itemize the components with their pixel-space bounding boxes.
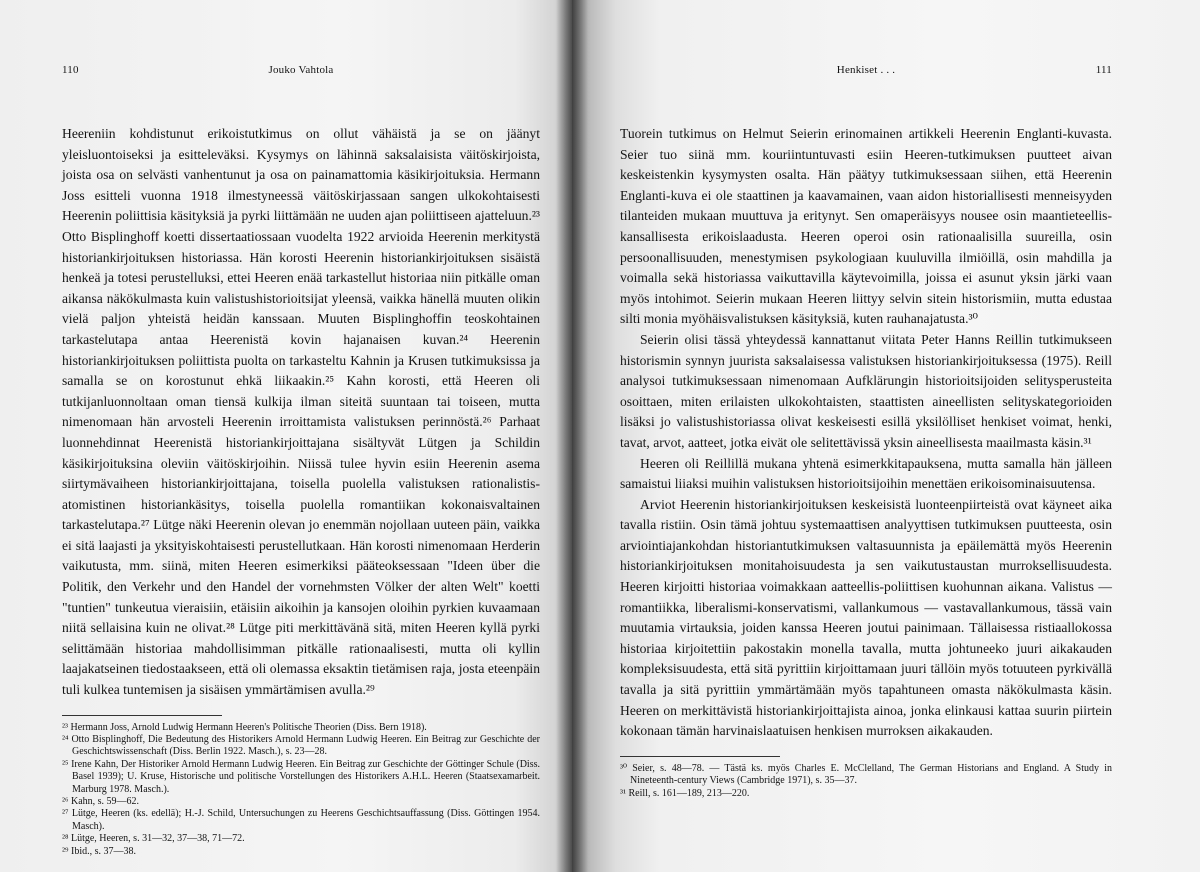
- right-running-title: Henkiset . . .: [836, 64, 896, 76]
- left-page-number: 110: [62, 64, 79, 76]
- right-paragraph: Arviot Heerenin historiankirjoituksen keskeisistä luonteenpiirteistä ovat käyneet aika tavalla ristiin. Osin tämä johtuu systemaattisen analyyttisen tutkimuksen puutteesta, osin arviointiajankohdan historiantutkimuksen valtasuunnista ja epäilemättä myös Heerenin historiankirjoituksen monitahoisuudesta ja sen vaikutustaustan murroksellisuudesta. Heeren kirjoitti historiaa voimakkaan aatteellis-poliittisen kuohunnan aikana. Valistus — romantiikka, liberalismi-konservatismi, vallankumous — vastavallankumous, tässä vain muutamia virtauksia, joiden kanssa Heeren joutui painimaan. Tällaisessa ristiaallokossa historiaa kirjoitettiin pakostakin monella tavalla, mutta johtuneeko juuri aikakauden kompleksisuudesta, että sitä pyrittiin kirjoittamaan juuri tällöin myös totuuteen pyrkivällä tavalla ja sitä pyrittiin ymmärtämään myös tapahtuneen omasta näkökulmasta käsin. Heeren on merkittävistä historiankirjoittajista ainoa, jonka elinkausi kattaa suurin piirtein kokonaan tämän harvinaislaatuisen henkisen murroksen aikakauden.: [620, 496, 1112, 739]
- left-page: [0, 0, 572, 872]
- book-gutter-shadow: [556, 0, 588, 872]
- right-paragraph: Seierin olisi tässä yhteydessä kannattanut viitata Peter Hanns Reillin tutkimukseen historismin synnyn juurista saksalaisessa valistuksen historiankirjoituksessa (1975). Reill analysoi tutkimuksessaan nimenomaan Aufklärungin historioitsijoiden selitysperusteita osoittaen, miten erilaisten ulkokohtaisten, staattisten aineellisten selityskategorioiden lisäksi jo valistushistoriassa olivat keskeisesti esillä yksilölliset henkiset voimat, henki, tavat, arvot, aatteet, jotka eivät ole selitettävissä yksin aineellisesta maailmasta käsin.³¹: [620, 331, 1112, 450]
- footnote-26: ²⁶ Kahn, s. 59—62.: [62, 796, 140, 808]
- footnote-24: ²⁴ Otto Bisplinghoff, Die Bedeutung des Historikers Arnold Hermann Ludwig Heeren. Ein Beitrag zur Geschichte der Geschichtswissenschaft (Diss. Berlin 1922. Masch.), s. 23—28.: [62, 734, 540, 758]
- footnote-28: ²⁸ Lütge, Heeren, s. 31—32, 37—38, 71—72.: [62, 833, 245, 845]
- right-paragraph: Heeren oli Reillillä mukana yhtenä esimerkkitapauksena, mutta samalla hän jälleen samaistui liiaksi muihin valistuksen historioitsijoihin menettäen erikoisominaisuutensa.: [620, 455, 1112, 492]
- left-footnote-divider: [62, 715, 222, 716]
- footnote-30: ³⁰ Seier, s. 48—78. — Tästä ks. myös Charles E. McClelland, The German Historians and England. A Study in Nineteenth-century Views (Cambridge 1971), s. 35—37.: [620, 762, 1112, 787]
- left-running-head: [62, 64, 540, 80]
- right-body-text: [620, 124, 1112, 742]
- footnote-29: ²⁹ Ibid., s. 37—38.: [62, 845, 136, 857]
- left-body-text: [62, 124, 540, 701]
- footnote-23: ²³ Hermann Joss, Arnold Ludwig Hermann Heeren's Politische Theorien (Diss. Bern 1918).: [62, 721, 427, 733]
- left-running-title: Jouko Vahtola: [268, 64, 334, 76]
- footnote-31: ³¹ Reill, s. 161—189, 213—220.: [620, 787, 750, 799]
- footnote-25: ²⁵ Irene Kahn, Der Historiker Arnold Hermann Ludwig Heeren. Ein Beitrag zur Geschichte der Göttinger Schule (Diss. Basel 1939); U. Kruse, Historische und politische Vorstellungen des Historikers A.H.L. Heeren (Staatsexamarbeit. Marburg 1978. Masch.).: [62, 758, 540, 795]
- right-running-head: [620, 64, 1112, 80]
- right-footnote-divider: [620, 756, 780, 757]
- right-footnotes: [620, 763, 1112, 800]
- left-paragraph: Heereniin kohdistunut erikoistutkimus on ollut vähäistä ja se on jäänyt yleisluontoiseksi ja esitteleväksi. Kysymys on lähinnä saksalaisista väitöskirjoista, joista osa on selvästi vanhentunut ja osa on painamattomia käsikirjoituksia. Hermann Joss esitteli vuonna 1918 ilmestyneessä väitöskirjassaan sangen ulkokohtaisesti Heerenin poliittisia käsityksiä ja pyrki liittämään ne uuden ajan poliittiseen ajatteluun.²³ Otto Bisplinghoff koetti dissertaatiossaan vuodelta 1922 arvioida Heerenin merkitystä historiankirjoituksen historiassa. Hän korosti Heerenin historiankirjoituksen sisäistä henkeä ja totesi perustelluksi, ettei Heeren enää tarkastellut historiaa niin pitkälle oman aikansa näkökulmasta kuin valistushistorioitsijat yleensä, vaikka hänellä muuten olikin vielä paljon yhteistä heidän kanssaan. Muuten Bisplinghoffin teoskohtainen tarkastelutapa antaa Heerenistä kovin hajanaisen kuvan.²⁴ Heerenin historiankirjoituksen poliittista puolta on tarkasteltu Kahnin ja Krusen tutkimuksissa ja samalla se on korostunut ehkä liikaakin.²⁵ Kahn korosti, että Heeren oli tutkijanluonnoltaan oman tiensä kulkija ilman siteitä suuntaan tai toiseen, mutta nimenomaan hän arvosteli Heerenin irroittamista valistuksen perinnöstä.²⁶ Parhaat luonnehdinnat Heerenistä historiankirjoittajana sisältyvät Lütgen ja Schildin käsikirjoituksina oleviin väitöskirjoihin. Niissä tulee hyvin esiin Heerenin asema siirtymävaiheen historiankirjoittajana, toisella puolella valistuksen rationalistis-atomistinen historiankäsitys, toisella puolella romantiikan kokonaisvaltainen tarkastelutapa.²⁷ Lütge näki Heerenin olevan jo enemmän nojollaan uuteen päin, vaikka ei sitä laajasti ja yksityiskohtaisesti perustellutkaan. Hän korosti nimenomaan Herderin vaikutusta, mm. siinä, miten Heeren esimerkiksi pääteoksessaan "Ideen über die Politik, den Verkehr und den Handel der vornehmsten Völker der alten Welt" koetti "tuntien" tunkeutua vieraisiin, etäisiin aikoihin ja kansojen oloihin pyrkien kuvaamaan niitä sellaisina kuin ne olivat.²⁸ Lütge piti merkittävänä sitä, miten Heeren kyllä pyrki selittämään historiaa mahdollisimman pitkälle rationaalisesti, mutta oli kyllin laajakatseinen tiedostaakseen, että oli olemassa eksaktin tietämisen raja, josta eteenpäin tuli kulkea tuntemisen ja sisäisen ymmärtämisen avulla.²⁹: [62, 126, 540, 698]
- right-page-number: 111: [1095, 64, 1112, 76]
- footnote-27: ²⁷ Lütge, Heeren (ks. edellä); H.-J. Schild, Untersuchungen zu Heerens Geschichtsauffassung (Diss. Göttingen 1954. Masch).: [62, 808, 540, 832]
- right-page: [572, 0, 1200, 872]
- left-footnotes: [62, 722, 540, 858]
- right-paragraph: Tuorein tutkimus on Helmut Seierin erinomainen artikkeli Heerenin Englanti-kuvasta. Seier tuo siinä mm. kouriintuntuvasti esiin Heeren-tutkimuksen puutteet aivan keskeistenkin kysymysten osalta. Hän päätyy tutkimuksessaan siihen, että Heerenin Englanti-kuva ei ole staattinen ja kaavamainen, vaan aidon historiallisesti menneisyyden tilanteiden mukaan muuttuva ja eritynyt. Sen omaperäisyys nousee osin maantieteellis-kansallisesta erikoislaadusta. Heeren operoi osin rationaalisilla suureilla, osin persoonallisuuden, menestymisen psykologiaan kuuluvilla ilmiöillä, osin mahdilla ja voimalla sekä historiassa vaikuttavilla käytevoimilla, joissa ei asunut yksin järki vaan myös intohimot. Seierin mukaan Heeren liittyy selvin sitein historismiin, mutta edustaa silti monia myöhäisvalistuksen käsityksiä, kuten rauhanajatusta.³⁰: [620, 126, 1112, 327]
